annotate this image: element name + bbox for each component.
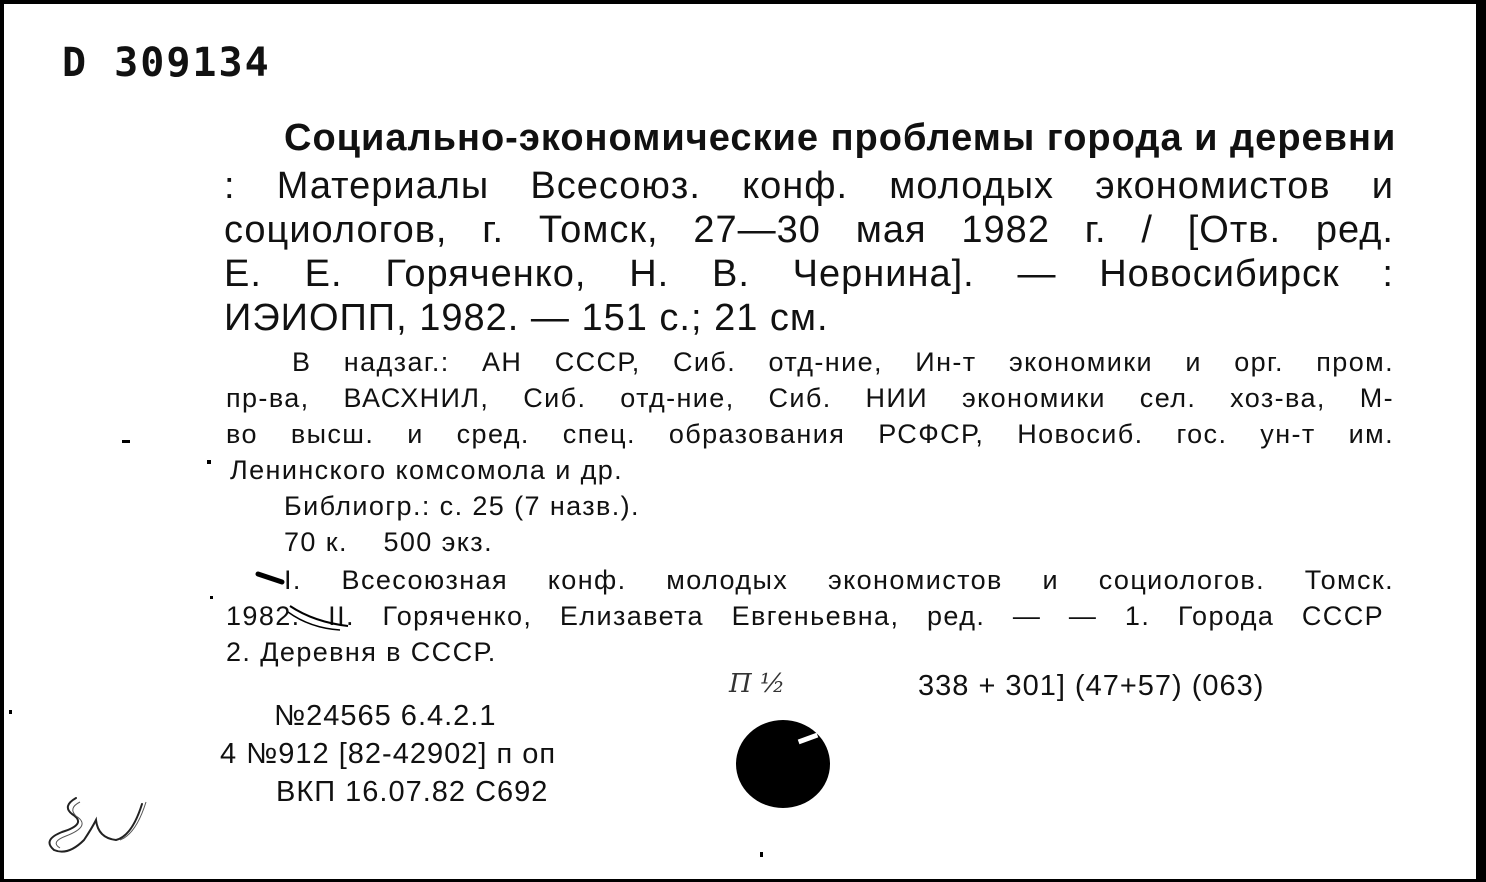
title-line-1: Социально-экономические проблемы города и деревни — [284, 117, 1397, 159]
speck — [122, 440, 130, 443]
handwritten-note: П ½ — [729, 669, 786, 699]
note-line-3: во высш. и сред. спец. образования РСФСР, Новосиб. гос. ун-т им. — [226, 419, 1394, 449]
tracing-line-1: I. Всесоюзная конф. молодых экономистов и социологов. Томск. — [284, 565, 1394, 595]
price-copies: 70 к. 500 экз. — [284, 527, 493, 557]
ink-blot — [736, 720, 830, 808]
bibliography-note: Библиогр.: с. 25 (7 назв.). — [284, 491, 640, 521]
signature-mark — [32, 784, 152, 864]
tracing-line-2: 1982. II. Горяченко, Елизавета Евгеньевна, ред. — — 1. Города СССР — [226, 601, 1384, 631]
speck — [207, 460, 211, 464]
note-line-4: Ленинского комсомола и др. — [230, 455, 624, 485]
speck — [210, 596, 213, 599]
registration-line-2: 4 №912 [82-42902] п оп — [220, 738, 557, 770]
title-line-3: социологов, г. Томск, 27—30 мая 1982 г. / [Отв. ред. — [224, 209, 1394, 251]
title-line-4: Е. Е. Горяченко, Н. В. Чернина]. — Новосибирск : — [224, 253, 1394, 295]
note-line-2: пр-ва, ВАСХНИЛ, Сиб. отд-ние, Сиб. НИИ экономики сел. хоз-ва, М- — [226, 383, 1394, 413]
speck — [760, 852, 763, 857]
tracing-line-3: 2. Деревня в СССР. — [226, 637, 497, 667]
inventory-number: D 309134 — [62, 40, 271, 86]
classification-index: 338 + 301] (47+57) (063) — [918, 670, 1265, 702]
title-line-5: ИЭИОПП, 1982. — 151 с.; 21 см. — [224, 297, 829, 339]
checkmark-stroke — [244, 560, 354, 640]
registration-line-1: №24565 6.4.2.1 — [274, 700, 497, 732]
note-line-1: В надзаг.: АН СССР, Сиб. отд-ние, Ин-т экономики и орг. пром. — [292, 347, 1394, 377]
speck — [9, 710, 12, 714]
registration-line-3: ВКП 16.07.82 С692 — [276, 776, 549, 808]
title-line-2: : Материалы Всесоюз. конф. молодых экономистов и — [224, 165, 1394, 207]
